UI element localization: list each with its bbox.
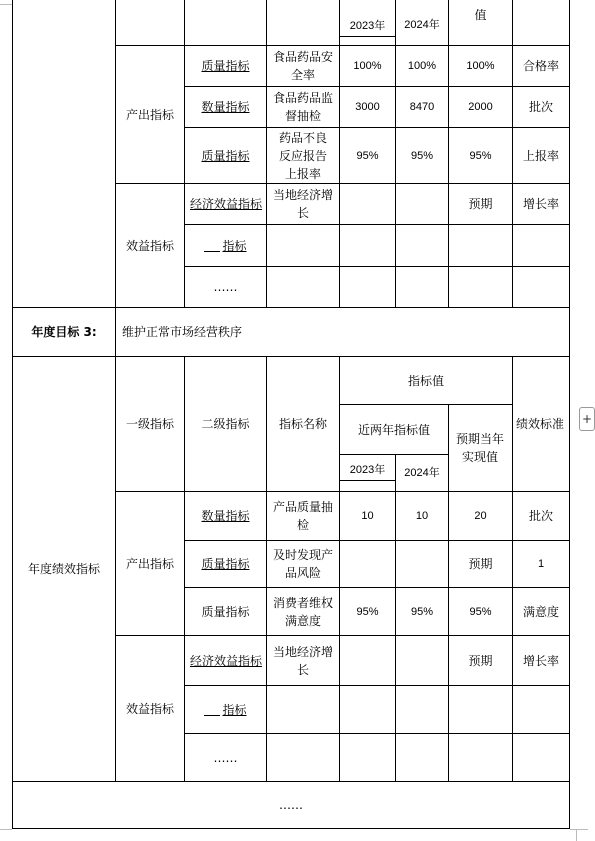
footer-ellipsis: …… xyxy=(279,798,303,812)
value-unit: 满意度 xyxy=(522,604,559,619)
indicator-name: 消费者维权满意度 xyxy=(272,595,333,628)
value-unit: 上报率 xyxy=(522,148,559,163)
value-2024: 10 xyxy=(415,510,429,522)
value-2024: 100% xyxy=(407,60,437,72)
indicator-name: 及时发现产品风险 xyxy=(272,548,333,580)
level2-quantity: 数量指标 xyxy=(201,100,250,114)
header-2024: 2024年 xyxy=(404,466,440,479)
value-expected: 预期 xyxy=(468,557,493,571)
goal3-label: 年度目标 3: xyxy=(31,325,97,339)
value-expected: 2000 xyxy=(468,101,493,113)
header-name: 指标名称 xyxy=(278,417,327,431)
header-values: 指标值 xyxy=(407,373,444,388)
value-expected: 95% xyxy=(469,605,492,618)
indicator-name: 食品药品监督抽检 xyxy=(272,91,333,123)
value-expected: 95% xyxy=(469,149,492,162)
header-level1: 一级指标 xyxy=(125,417,174,431)
value-2023: 95% xyxy=(356,605,379,618)
level2-economic: 经济效益指标 xyxy=(190,197,263,211)
level2-quality: 质量指标 xyxy=(201,604,250,619)
level2-quantity: 数量指标 xyxy=(201,509,250,523)
level1-benefit: 效益指标 xyxy=(125,701,174,716)
value-unit: 增长率 xyxy=(522,653,559,668)
header-level2: 二级指标 xyxy=(201,417,250,431)
value-unit: 1 xyxy=(537,558,545,570)
value-expected: 预期 xyxy=(468,197,493,211)
level1-benefit: 效益指标 xyxy=(125,238,174,253)
level2-quality: 质量指标 xyxy=(201,557,250,571)
header-standard: 绩效标准 xyxy=(515,417,564,431)
level2-quality: 质量指标 xyxy=(201,59,250,73)
indicator-name: 当地经济增长 xyxy=(272,188,333,220)
level2-placeholder: 指标 xyxy=(185,686,266,733)
level2-placeholder: 指标 xyxy=(185,225,266,266)
level1-output: 产出指标 xyxy=(125,556,174,571)
value-2023: 100% xyxy=(353,60,382,72)
indicator-name: 药品不良反应报告上报率 xyxy=(278,130,327,181)
header-recent: 近两年指标值 xyxy=(357,422,430,437)
value-2024: 8470 xyxy=(409,101,435,113)
value-2023: 10 xyxy=(361,510,374,522)
goal3-text: 维护正常市场经营秩序 xyxy=(122,325,243,339)
ellipsis: …… xyxy=(213,280,238,294)
value-unit: 增长率 xyxy=(522,197,559,211)
level1-output: 产出指标 xyxy=(125,107,174,122)
add-column-button[interactable]: + xyxy=(579,407,595,431)
value-unit: 批次 xyxy=(528,100,553,114)
level2-quality: 质量指标 xyxy=(201,148,250,163)
value-expected: 20 xyxy=(474,510,487,522)
value-2023: 95% xyxy=(356,149,379,162)
header-2024: 2024年 xyxy=(404,19,440,31)
value-expected: 预期 xyxy=(468,653,493,668)
level2-economic: 经济效益指标 xyxy=(190,653,263,668)
value-2024: 95% xyxy=(410,605,434,618)
indicator-name: 当地经济增长 xyxy=(272,644,333,677)
header-2023: 2023年 xyxy=(349,20,386,32)
value-unit: 批次 xyxy=(528,509,553,523)
value-2024: 95% xyxy=(410,149,434,162)
header-expected: 预期当年实现值 xyxy=(455,432,504,464)
section-label: 年度绩效指标 xyxy=(27,562,100,576)
indicator-name: 产品质量抽检 xyxy=(272,500,333,532)
ellipsis: …… xyxy=(213,750,238,765)
indicator-name: 食品药品安全率 xyxy=(272,50,333,82)
value-unit: 合格率 xyxy=(522,59,559,73)
value-expected: 100% xyxy=(466,60,495,72)
value-2023: 3000 xyxy=(355,101,380,113)
header-2023: 2023年 xyxy=(349,464,386,476)
header-expected-tail: 值 xyxy=(474,8,487,22)
